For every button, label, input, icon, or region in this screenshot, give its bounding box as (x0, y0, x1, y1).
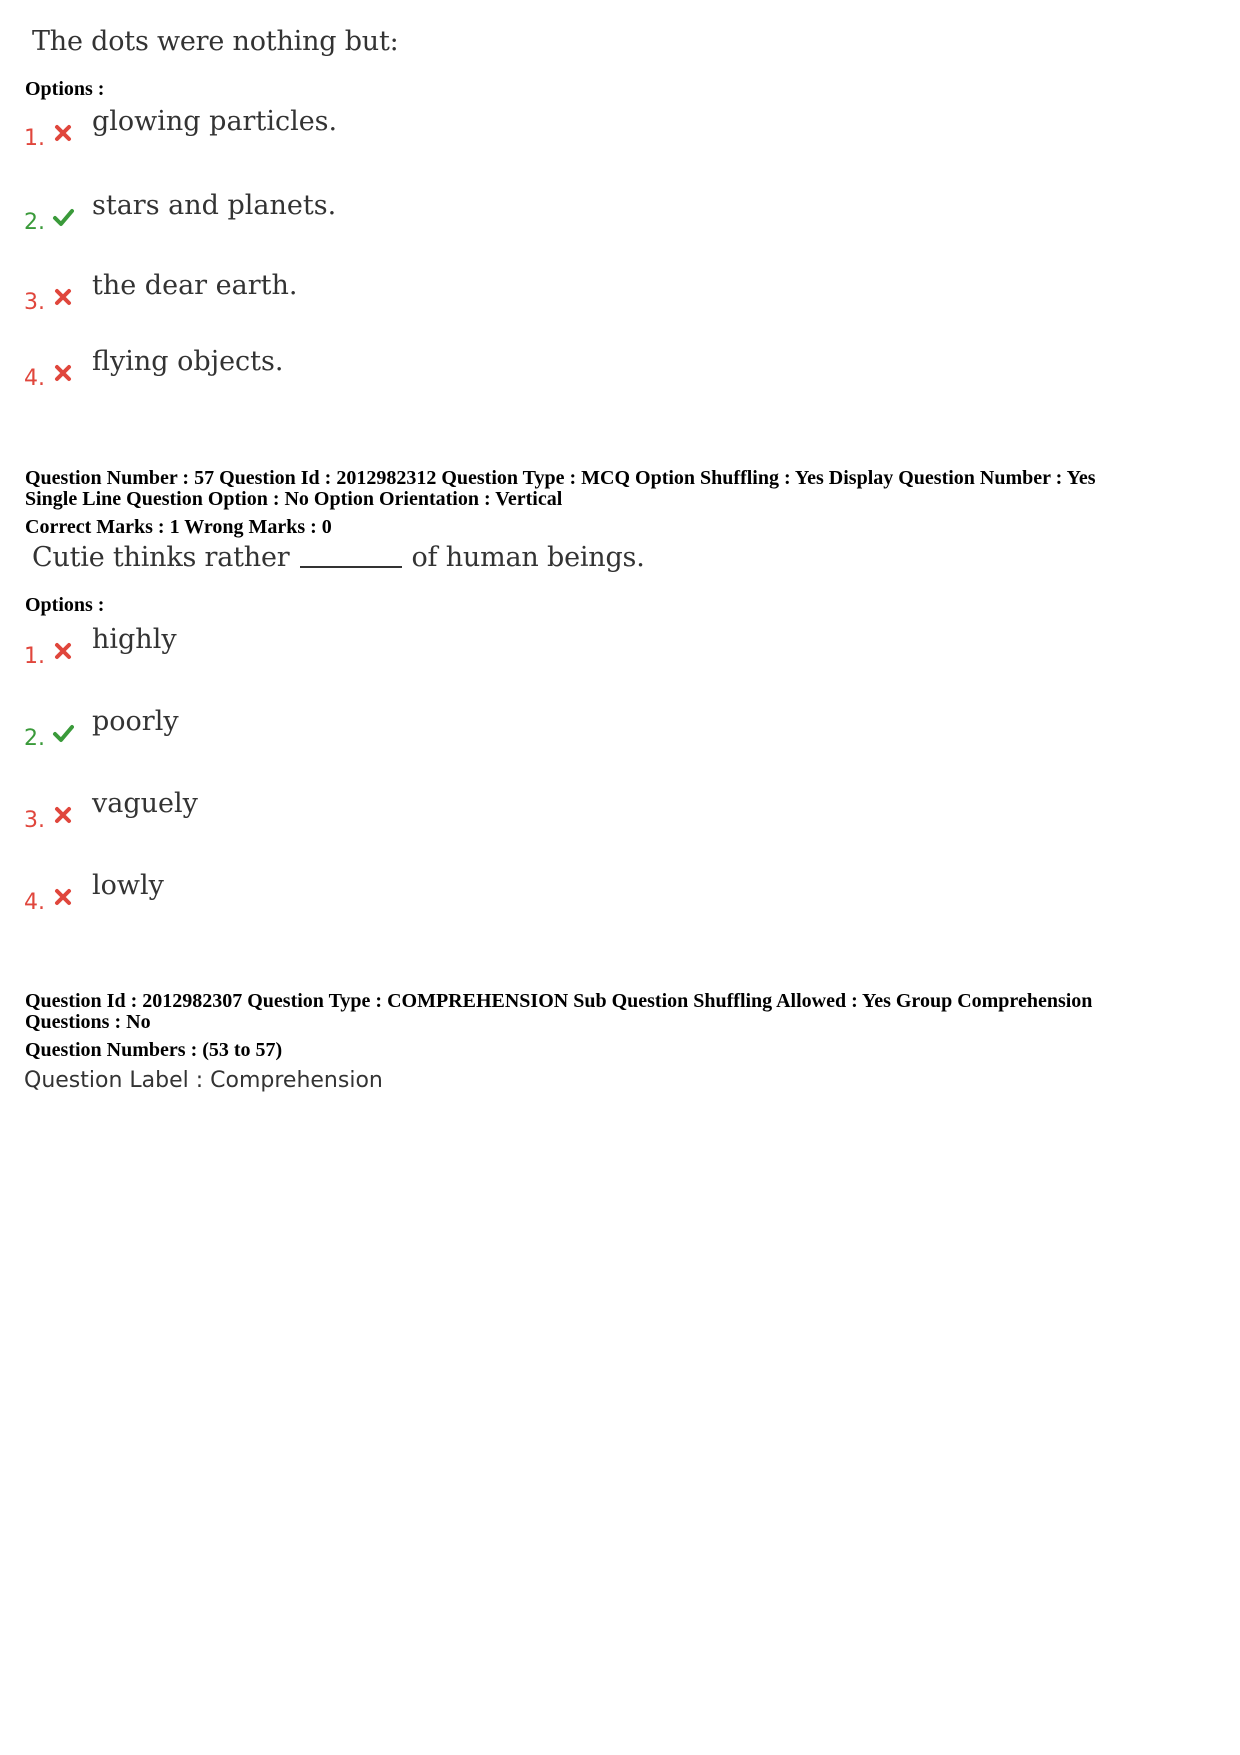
cross-icon (52, 122, 74, 144)
fill-blank (300, 564, 402, 568)
option-text: glowing particles. (92, 106, 338, 137)
option-item (24, 706, 724, 752)
option-item (24, 270, 724, 316)
option-text: vaguely (92, 788, 198, 819)
question-meta: Question Number : 57 Question Id : 2012982312 Question Type : MCQ Option Shuffling : Yes Display Question Number : Yes (25, 467, 1096, 489)
option-item (24, 870, 724, 916)
option-text: stars and planets. (92, 190, 337, 221)
question-text-after: of human beings. (411, 542, 645, 573)
cross-icon (52, 886, 74, 908)
option-number: 1. (24, 644, 45, 669)
option-number: 2. (24, 210, 45, 235)
option-item (24, 106, 724, 152)
option-text: the dear earth. (92, 270, 298, 301)
question-numbers: Question Numbers : (53 to 57) (25, 1039, 283, 1061)
question-text: The dots were nothing but: (32, 26, 399, 57)
question-text (32, 542, 645, 573)
option-text: highly (92, 624, 177, 655)
option-number: 2. (24, 726, 45, 751)
option-number: 3. (24, 290, 45, 315)
question-label: Question Label : Comprehension (24, 1068, 383, 1093)
check-icon (52, 206, 74, 228)
option-number: 3. (24, 808, 45, 833)
option-number: 1. (24, 126, 45, 151)
marks-line: Correct Marks : 1 Wrong Marks : 0 (25, 516, 332, 538)
option-text: flying objects. (92, 346, 284, 377)
question-text-before: Cutie thinks rather (32, 542, 290, 573)
option-number: 4. (24, 890, 45, 915)
options-label: Options : (25, 594, 105, 616)
option-item (24, 190, 724, 236)
cross-icon (52, 640, 74, 662)
check-icon (52, 722, 74, 744)
cross-icon (52, 286, 74, 308)
option-item (24, 788, 724, 834)
question-meta: Single Line Question Option : No Option Orientation : Vertical (25, 488, 563, 510)
option-text: poorly (92, 706, 179, 737)
options-label: Options : (25, 78, 105, 100)
option-text: lowly (92, 870, 164, 901)
option-number: 4. (24, 366, 45, 391)
option-item (24, 346, 724, 392)
comprehension-meta: Question Id : 2012982307 Question Type : COMPREHENSION Sub Question Shuffling Allowed : Yes Group Comprehension (25, 990, 1093, 1012)
option-item (24, 624, 724, 670)
comprehension-meta: Questions : No (25, 1011, 151, 1033)
cross-icon (52, 362, 74, 384)
cross-icon (52, 804, 74, 826)
